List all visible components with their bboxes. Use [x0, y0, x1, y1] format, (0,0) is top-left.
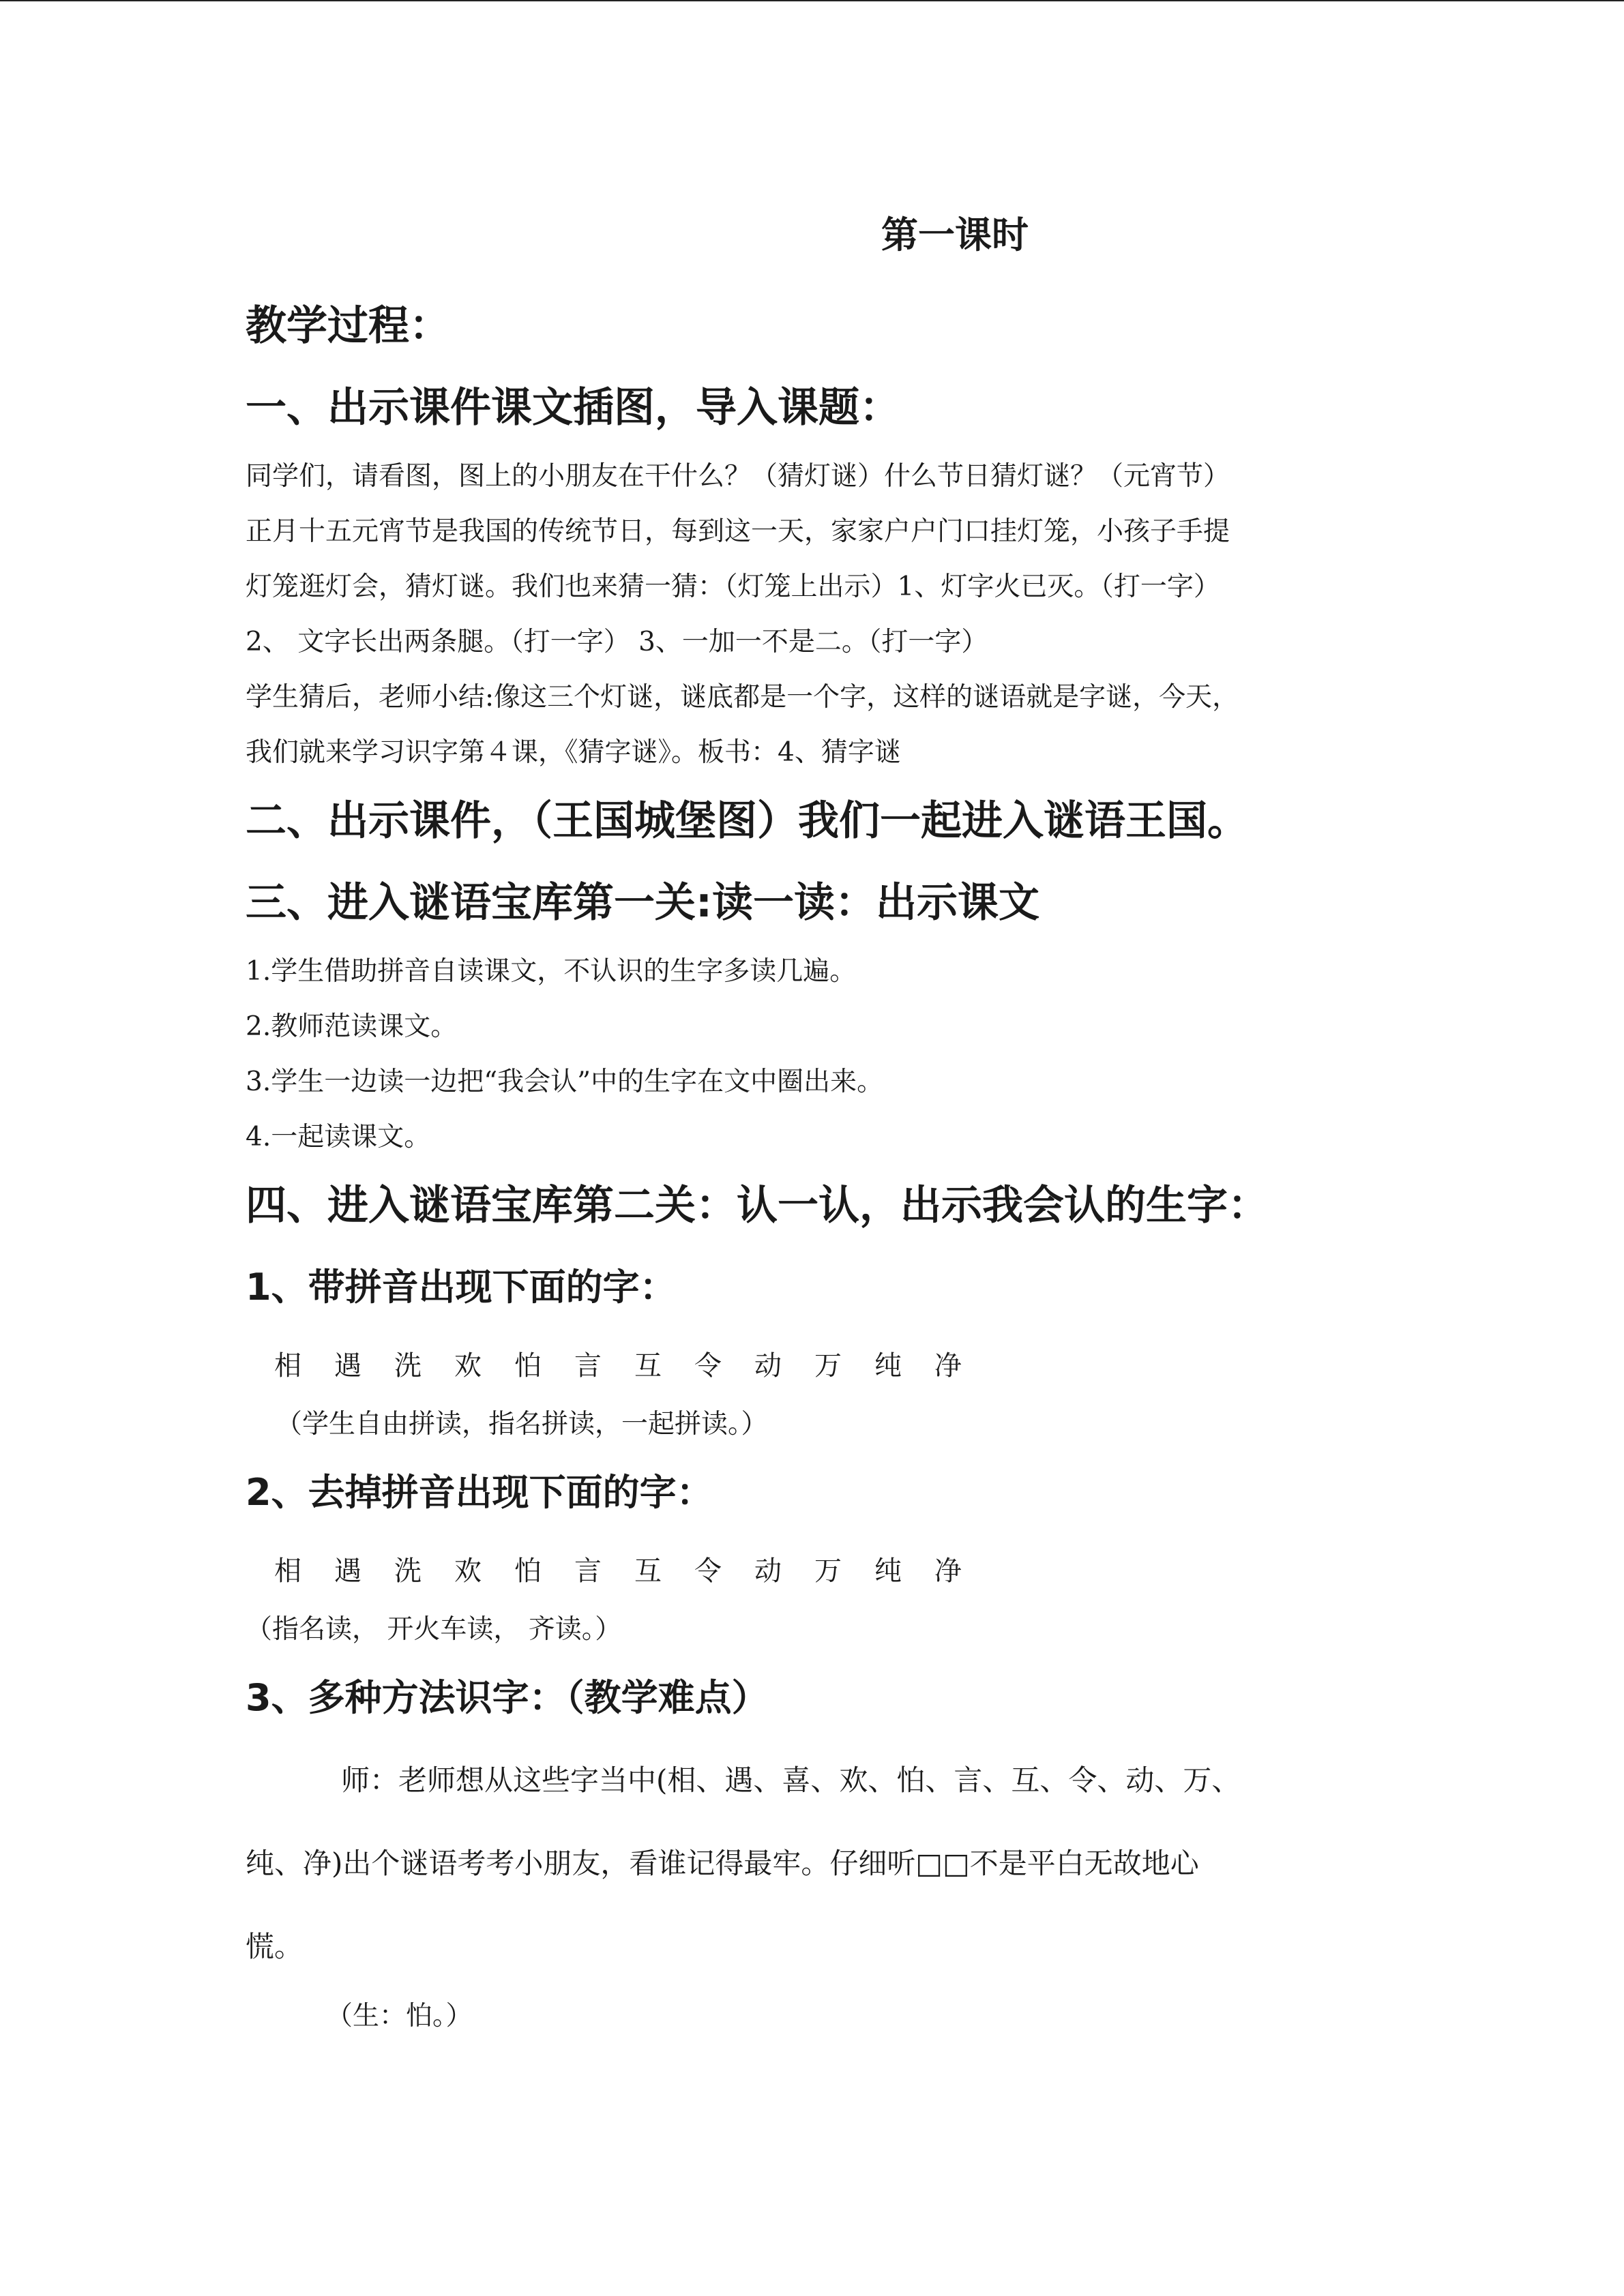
section1-line: 学生猜后，老师小结:像这三个灯谜，谜底都是一个字，这样的谜语就是字谜，今天，	[246, 682, 1239, 713]
section3-heading: 三、进入谜语宝库第一关:读一读：出示课文	[246, 879, 1039, 927]
sub3-answer: （生：怕。）	[326, 2001, 473, 2031]
char: 互	[634, 1350, 662, 1382]
section4-heading: 四、进入谜语宝库第二关：认一认，出示我会认的生字：	[246, 1182, 1269, 1229]
char: 令	[694, 1350, 722, 1382]
sub2-char-row	[246, 1540, 1391, 1602]
char: 动	[754, 1555, 782, 1587]
char: 相	[274, 1555, 301, 1587]
section3-list	[246, 944, 1391, 1165]
sub3-line: 师：老师想从这些字当中(相、遇、喜、欢、怕、言、互、令、动、万、	[341, 1763, 1241, 1797]
sub3-line: 纯、净)出个谜语考考小朋友，看谁记得最牢。仔细听□□不是平白无故地心	[246, 1847, 1199, 1880]
sub2-heading: 2、去掉拼音出现下面的字：	[246, 1471, 713, 1514]
char: 净	[934, 1350, 962, 1382]
char: 遇	[334, 1555, 361, 1587]
lesson-title: 第一课时	[881, 213, 1029, 256]
char: 净	[934, 1555, 962, 1587]
char: 纯	[874, 1555, 902, 1587]
char: 纯	[874, 1350, 902, 1382]
sub3-line: 慌。	[246, 1930, 304, 1963]
list-item: 3.学生一边读一边把“我会认”中的生字在文中圈出来。	[246, 1067, 884, 1097]
char: 万	[814, 1555, 842, 1587]
list-item: 2.教师范读课文。	[246, 1011, 458, 1042]
section1-line: 我们就来学习识字第４课，《猜字谜》。板书：4、猜字谜	[246, 737, 901, 768]
section1-heading: 一、出示课件课文插图，导入课题：	[246, 384, 900, 432]
sub1-char-row	[246, 1335, 1391, 1397]
sub1-note: （学生自由拼读，指名拼读，一起拼读。）	[276, 1409, 768, 1440]
sub3-body	[246, 1739, 1391, 1988]
section1-line: 2、 文字长出两条腿。（打一字） 3、一加一不是二。（打一字）	[246, 627, 988, 657]
sub1-heading: 1、带拼音出现下面的字：	[246, 1266, 677, 1309]
char: 怕	[514, 1350, 542, 1382]
char: 令	[694, 1555, 722, 1587]
char: 言	[574, 1555, 602, 1587]
char: 言	[574, 1350, 602, 1382]
char: 洗	[394, 1555, 422, 1587]
sub3-heading: 3、多种方法识字：（教学难点）	[246, 1676, 769, 1719]
list-item: 1.学生借助拼音自读课文，不认识的生字多读几遍。	[246, 956, 857, 987]
char: 万	[814, 1350, 842, 1382]
char: 欢	[454, 1555, 482, 1587]
list-item: 4.一起读课文。	[246, 1122, 431, 1152]
char: 遇	[334, 1350, 361, 1382]
char: 相	[274, 1350, 301, 1382]
section1-line: 正月十五元宵节是我国的传统节日，每到这一天，家家户户门口挂灯笼，小孩子手提	[246, 516, 1230, 547]
section1-line: 同学们，请看图，图上的小朋友在干什么？（猜灯谜）什么节日猜灯谜？（元宵节）	[246, 461, 1230, 492]
page-top-border	[0, 0, 1624, 1]
char: 互	[634, 1555, 662, 1587]
section1-body	[246, 449, 1391, 780]
heading-teaching-process: 教学过程：	[246, 302, 450, 350]
document-page	[246, 205, 1391, 2044]
section2-heading: 二、出示课件，（王国城堡图）我们一起进入谜语王国。	[246, 797, 1248, 845]
sub2-note: （指名读， 开火车读， 齐读。）	[246, 1614, 622, 1645]
char: 怕	[514, 1555, 542, 1587]
char: 欢	[454, 1350, 482, 1382]
char: 动	[754, 1350, 782, 1382]
section1-line: 灯笼逛灯会，猜灯谜。我们也来猜一猜：（灯笼上出示）1、灯字火已灭。（打一字）	[246, 571, 1220, 602]
char: 洗	[394, 1350, 422, 1382]
